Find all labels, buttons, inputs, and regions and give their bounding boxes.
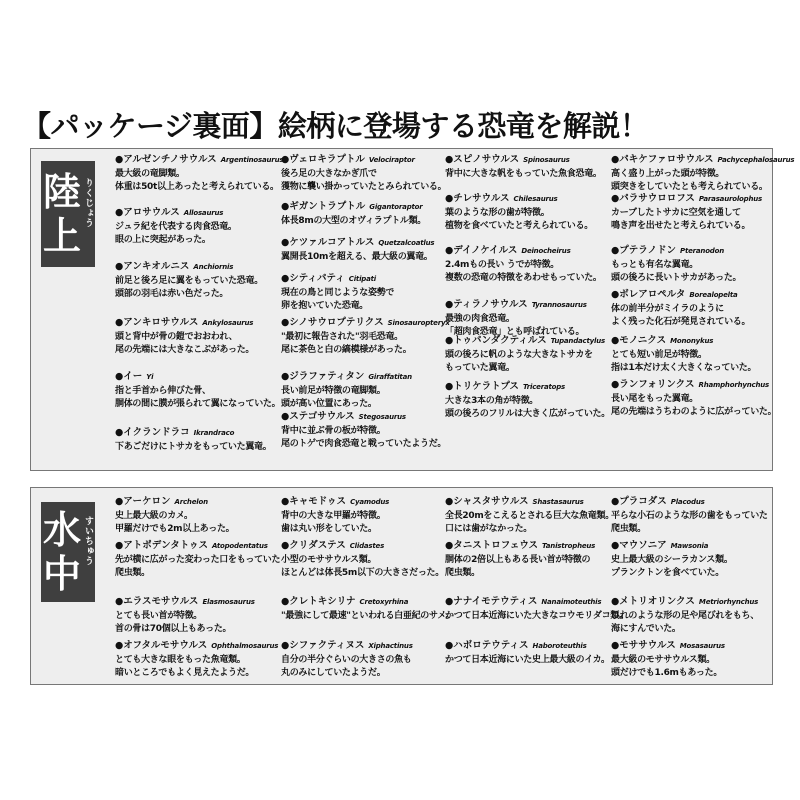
entry-description-line: 長い前足が特徴の竜脚類。 (281, 386, 386, 396)
entry-description-line: 「超肉食恐竜」とも呼ばれている。 (445, 327, 585, 337)
entry-name-latin: Parasaurolophus (698, 195, 762, 203)
entry-name-latin: Mononykus (670, 337, 714, 345)
entry-name-latin: Pachycephalosaurus (717, 156, 795, 164)
entry-name (115, 371, 283, 383)
entry-name-japanese: ●アンキオルニス (115, 261, 190, 272)
entry-description-line: 爬虫類。 (611, 524, 646, 534)
entry-description-line: 尾の先端はうちわのように広がっていた。 (611, 407, 777, 417)
entry-name-japanese: ●シティパティ (281, 273, 345, 284)
entry-name-latin: Triceratops (522, 383, 566, 391)
dinosaur-entry (281, 154, 449, 194)
dinosaur-entry (281, 640, 449, 680)
entry-description-line: 高く盛り上がった頭が特徴。 (611, 169, 725, 179)
water-label-kanji (41, 508, 95, 596)
entry-description-line: 甲羅だけでも2m以上あった。 (115, 524, 235, 534)
entry-name (115, 640, 283, 652)
dinosaur-entry (445, 245, 613, 285)
entry-name (611, 335, 779, 347)
entry-name-japanese: ●プラコダス (611, 496, 667, 507)
entry-name-latin: Shastasaurus (532, 498, 584, 506)
entry-description (281, 251, 449, 264)
entry-name (611, 154, 795, 166)
entry-name-japanese: ●アーケロン (115, 496, 171, 507)
page-title: 【パッケージ裏面】絵柄に登場する恐竜を解説！ (22, 109, 649, 143)
dinosaur-entry (115, 596, 283, 636)
entry-description-line: とても長い首が特徴。 (115, 611, 203, 621)
entry-name (281, 640, 449, 652)
entry-description (281, 331, 449, 357)
entry-name-japanese: ●クレトキシリナ (281, 596, 356, 607)
entry-description (115, 510, 283, 536)
entry-description (611, 303, 779, 329)
entry-name (115, 427, 283, 439)
entry-name-japanese: ●ナナイモテウティス (445, 596, 538, 607)
dinosaur-entry (445, 381, 613, 421)
entry-name-japanese: ●チレサウルス (445, 193, 510, 204)
dinosaur-entry (611, 193, 779, 233)
entry-description-line: 丸のみにしていたようだ。 (281, 668, 386, 678)
entry-description (115, 168, 283, 194)
entry-description (281, 554, 449, 580)
entry-description-line: 尾の先端には大きなこぶがあった。 (115, 345, 255, 355)
entry-description (611, 207, 779, 233)
entry-description-line: 複数の恐竜の特徴をあわせもっていた。 (445, 273, 602, 283)
water-label-ruby: すいちゅう (83, 516, 93, 566)
entry-name (611, 596, 779, 608)
entry-description-line: 尾のトゲで肉食恐竜と戦っていたようだ。 (281, 439, 447, 449)
entry-description-line: 背中の大きな甲羅が特徴。 (281, 511, 386, 521)
entry-name-japanese: ●イー (115, 371, 143, 382)
entry-description-line: かつて日本近海にいた大きなコウモリダコ類。 (445, 611, 628, 621)
entry-name (445, 299, 613, 311)
dinosaur-entry (445, 496, 613, 536)
entry-description-line: プランクトンを食べていた。 (611, 568, 724, 578)
dinosaur-entry (611, 496, 779, 536)
dinosaur-entry (281, 317, 449, 357)
entry-description-line: 葉のような形の歯が特徴。 (445, 208, 550, 218)
dinosaur-entry (611, 335, 779, 375)
entry-description-line: 眼の上に突起があった。 (115, 235, 211, 245)
entry-description-line: ジュラ紀を代表する肉食恐竜。 (115, 222, 237, 232)
dinosaur-entry (445, 299, 613, 339)
entry-name-latin: Ophthalmosaurus (211, 642, 279, 650)
entry-name-latin: Cyamodus (350, 498, 390, 506)
entry-description (281, 385, 449, 411)
entry-description-line: "最初に報告された"羽毛恐竜。 (281, 332, 403, 342)
entry-name (611, 379, 779, 391)
entry-name (115, 317, 283, 329)
entry-name (611, 289, 779, 301)
dinosaur-entry (445, 154, 613, 181)
entry-description-line: 胴体の間に膜が張られて翼になっていた。 (115, 399, 281, 409)
entry-description-line: 頭と背中が骨の鎧でおおわれ、 (115, 332, 238, 342)
dinosaur-entry (281, 273, 449, 313)
entry-name-japanese: ●ステゴサウルス (281, 411, 355, 422)
entry-name-japanese: ●シノサウロプテリクス (281, 317, 384, 328)
entry-description-line: 史上最大級のシーラカンス類。 (611, 555, 733, 565)
entry-name-japanese: ●シャスタサウルス (445, 496, 529, 507)
entry-description (445, 259, 613, 285)
entry-name (281, 154, 449, 166)
entry-description (281, 287, 449, 313)
entry-description-line: 口には歯がなかった。 (445, 524, 533, 534)
entry-description-line: 頭が高い位置にあった。 (281, 399, 377, 409)
entry-name (611, 496, 779, 508)
entry-name-latin: Velociraptor (368, 156, 415, 164)
entry-name (115, 540, 283, 552)
dinosaur-entry (115, 540, 283, 580)
entry-description-line: 現在の鳥と同じような姿勢で (281, 288, 395, 298)
entry-name-latin: Tanistropheus (542, 542, 596, 550)
entry-name (115, 261, 283, 273)
entry-description-line: ほとんどは体長5m以下の大きさだった。 (281, 568, 444, 578)
entry-description (445, 610, 628, 623)
entry-description (281, 215, 449, 228)
entry-description (611, 393, 779, 419)
entry-description-line: 海にすんでいた。 (611, 624, 681, 634)
entry-description-line: 頭の後ろのフリルは大きく広がっていた。 (445, 409, 610, 419)
entry-name-japanese: ●シファクティヌス (281, 640, 365, 651)
entry-description-line: とても短い前足が特徴。 (611, 350, 707, 360)
entry-name-japanese: ●モササウルス (611, 640, 676, 651)
entry-description-line: もっていた翼竜。 (445, 363, 515, 373)
entry-description (115, 654, 283, 680)
entry-description (611, 259, 779, 285)
entry-description-line: 指と手首から伸びた骨、 (115, 386, 211, 396)
entry-description-line: 爬虫類。 (445, 568, 480, 578)
entry-name-japanese: ●ティラノサウルス (445, 299, 528, 310)
land-label-text: 陸上 (43, 170, 82, 258)
entry-name-japanese: ●デイノケイルス (445, 245, 518, 256)
entry-description (281, 168, 449, 194)
entry-description-line: 翼開長10mを超える、最大級の翼竜。 (281, 252, 433, 262)
entry-description-line: 自分の半分ぐらいの大きさの魚も (281, 655, 412, 665)
entry-description-line: 下あごだけにトサカをもっていた翼竜。 (115, 442, 272, 452)
entry-name-latin: Deinocheirus (521, 247, 571, 255)
entry-description (611, 349, 779, 375)
entry-name-latin: Tyrannosaurus (531, 301, 587, 309)
entry-name-japanese: ●ケツァルコアトルス (281, 237, 375, 248)
entry-name-japanese: ●ランフォリンクス (611, 379, 695, 390)
entry-name-latin: Clidastes (349, 542, 385, 550)
entry-name-japanese: ●パキケファロサウルス (611, 154, 714, 165)
entry-name-latin: Borealopelta (689, 291, 738, 299)
entry-description (611, 168, 779, 194)
dinosaur-entry (281, 371, 449, 411)
entry-description-line: 後ろ足の大きなかぎ爪で (281, 169, 377, 179)
entry-name (281, 371, 449, 383)
entry-name-latin: Mosasaurus (679, 642, 725, 650)
dinosaur-entry (445, 335, 613, 375)
entry-description (115, 441, 283, 454)
entry-name-latin: Archelon (174, 498, 208, 506)
entry-description (281, 510, 449, 536)
entry-name-latin: Tupandactylus (550, 337, 605, 345)
entry-description-line: とても大きな眼をもった魚竜類。 (115, 655, 246, 665)
dinosaur-entry (281, 237, 449, 264)
entry-name (281, 201, 449, 213)
entry-name-latin: Citipati (348, 275, 376, 283)
entry-description-line: 2.4mもの長い うでが特徴。 (445, 260, 559, 270)
entry-name-latin: Rhamphorhynchus (698, 381, 769, 389)
entry-name (281, 317, 449, 329)
dinosaur-entry (115, 427, 283, 454)
entry-description-line: 胴体の2倍以上もある長い首が特徴の (445, 555, 591, 565)
entry-description (115, 554, 283, 580)
entry-description-line: よく残った化石が発見されている。 (611, 317, 751, 327)
entry-name (445, 335, 613, 347)
entry-name (281, 273, 449, 285)
entry-description (115, 610, 283, 636)
dinosaur-entry (445, 640, 613, 667)
entry-name-latin: Allosaurus (183, 209, 224, 217)
entry-name-japanese: ●エラスモサウルス (115, 596, 199, 607)
entry-description (445, 654, 613, 667)
entry-name-latin: Argentinosaurus (220, 156, 284, 164)
entry-name (115, 207, 283, 219)
entry-name-japanese: ●アロサウルス (115, 207, 180, 218)
entry-name-japanese: ●トゥパンダクティルス (445, 335, 547, 346)
entry-description-line: 背中に並ぶ骨の板が特徴。 (281, 426, 386, 436)
entry-description-line: 頭部の羽毛は赤い色だった。 (115, 289, 229, 299)
dinosaur-entry (611, 289, 779, 329)
land-section (30, 148, 795, 471)
entry-name-latin: Xiphactinus (368, 642, 413, 650)
land-section-label (41, 161, 95, 267)
entry-name-latin: Pteranodon (680, 247, 725, 255)
entry-description-line: 大きな3本の角が特徴。 (445, 396, 538, 406)
entry-name (281, 411, 449, 423)
dinosaur-entry (281, 596, 455, 623)
entry-description-line: かつて日本近海にいた史上最大級のイカ。 (445, 655, 610, 665)
entry-description (611, 654, 779, 680)
entry-description (445, 168, 613, 181)
entry-description (611, 610, 779, 636)
entry-name (611, 540, 779, 552)
entry-description-line: もっとも有名な翼竜。 (611, 260, 699, 270)
entry-name-japanese: ●トリケラトプス (445, 381, 519, 392)
entry-description-line: 史上最大級のカメ。 (115, 511, 193, 521)
entry-description (445, 395, 613, 421)
entry-name (445, 540, 613, 552)
entry-name (115, 496, 283, 508)
entry-name (445, 596, 613, 608)
entry-description-line: 尾に茶色と白の縞模様があった。 (281, 345, 412, 355)
entry-description-line: 暗いところでもよく見えたようだ。 (115, 668, 255, 678)
dinosaur-entry (115, 261, 283, 301)
entry-name-latin: Elasmosaurus (202, 598, 255, 606)
entry-name-japanese: ●イクランドラコ (115, 427, 190, 438)
entry-name-japanese: ●ギガントラプトル (281, 201, 366, 212)
entry-description-line: 頭だけでも1.6mもあった。 (611, 668, 723, 678)
entry-name (115, 154, 283, 166)
entry-name-japanese: ●ボレアロペルタ (611, 289, 686, 300)
entry-name-latin: Giraffatitan (368, 373, 412, 381)
entry-name-japanese: ●ハボロテウティス (445, 640, 529, 651)
entry-name-japanese: ●プテラノドン (611, 245, 677, 256)
entry-description (611, 554, 779, 580)
dinosaur-entry (611, 640, 779, 680)
entry-name-latin: Quetzalcoatlus (378, 239, 435, 247)
entry-name-japanese: ●アトポデンタトゥス (115, 540, 208, 551)
entry-name-latin: Mawsonia (670, 542, 709, 550)
dinosaur-entry (115, 317, 283, 357)
entry-description-line: 平らな小石のような形の歯をもっていた (611, 511, 768, 521)
entry-description-line: 前足と後ろ足に翼をもっていた恐竜。 (115, 276, 263, 286)
entry-name-japanese: ●ジラファティタン (281, 371, 365, 382)
dinosaur-entry (281, 540, 449, 580)
dinosaur-entry (281, 201, 449, 228)
entry-description (445, 349, 613, 375)
entry-description-line: 指は1本だけ太く大きくなっていた。 (611, 363, 757, 373)
dinosaur-entry (281, 411, 449, 451)
entry-description (445, 554, 613, 580)
entry-name-latin: Stegosaurus (358, 413, 406, 421)
entry-name-latin: Haboroteuthis (532, 642, 587, 650)
entry-name-japanese: ●アルゼンチノサウルス (115, 154, 217, 165)
entry-description (281, 425, 449, 451)
entry-description-line: 爬虫類。 (115, 568, 150, 578)
dinosaur-entry (611, 596, 779, 636)
entry-name (445, 245, 613, 257)
dinosaur-entry (611, 245, 779, 285)
entry-description-line: 長い尾をもった翼竜。 (611, 394, 699, 404)
entry-name-latin: Placodus (670, 498, 705, 506)
entry-description-line: 頭突きをしていたとも考えられている。 (611, 182, 768, 192)
entry-name-japanese: ●パラサウロロフス (611, 193, 695, 204)
entry-name-japanese: ●クリダステス (281, 540, 346, 551)
entry-name (445, 640, 613, 652)
entry-description-line: 頭の後ろに長いトサカがあった。 (611, 273, 742, 283)
entry-description (115, 331, 283, 357)
entry-description (281, 654, 449, 680)
entry-name-japanese: ●キャモドゥス (281, 496, 347, 507)
entry-name-latin: Spinosaurus (523, 156, 570, 164)
entry-description-line: 歯は丸い形をしていた。 (281, 524, 377, 534)
entry-description-line: 最大級のモササウルス類。 (611, 655, 715, 665)
entry-name-latin: Ankylosaurus (202, 319, 254, 327)
entry-name (281, 596, 449, 608)
land-label-kanji (41, 170, 95, 258)
entry-description-line: 鳴き声を出せたと考えられている。 (611, 221, 751, 231)
entry-description (445, 510, 613, 536)
entry-description-line: 獲物に襲い掛かっていたとみられている。 (281, 182, 447, 192)
entry-description (115, 385, 283, 411)
dinosaur-entry (445, 596, 628, 623)
entry-description-line: 小型のモササウルス類。 (281, 555, 377, 565)
entry-description-line: 体の前半分がミイラのように (611, 304, 724, 314)
water-section-label (41, 502, 95, 602)
entry-description-line: ひれのような形の足や尾びれをもち、 (611, 611, 759, 621)
entry-description (611, 510, 779, 536)
entry-name (281, 540, 449, 552)
entry-name (611, 245, 779, 257)
entry-name (281, 496, 449, 508)
dinosaur-entry (611, 540, 779, 580)
entry-name-latin: Gigantoraptor (369, 203, 423, 211)
entry-name-latin: Nanaimoteuthis (541, 598, 602, 606)
water-label-text: 水中 (43, 508, 82, 596)
entry-description (281, 610, 455, 623)
dinosaur-entry (115, 496, 283, 536)
entry-description-line: カーブしたトサカに空気を通して (611, 208, 741, 218)
entry-description-line: 植物を食べていたと考えられている。 (445, 221, 593, 231)
dinosaur-entry (281, 496, 449, 536)
entry-description-line: 背中に大きな帆をもっていた魚食恐竜。 (445, 169, 602, 179)
entry-name-latin: Atopodentatus (211, 542, 268, 550)
dinosaur-entry (611, 379, 779, 419)
entry-name (611, 193, 779, 205)
entry-description-line: 先が横に広がった変わった口をもっていた (115, 555, 281, 565)
entry-name-japanese: ●メトリオリンクス (611, 596, 695, 607)
entry-name-latin: Ikrandraco (193, 429, 235, 437)
entry-name (281, 237, 449, 249)
entry-name-latin: Cretoxyrhina (359, 598, 409, 606)
entry-description-line: 体重は50t以上あったと考えられている。 (115, 182, 279, 192)
entry-name-japanese: ●タニストロフェウス (445, 540, 539, 551)
entry-name-japanese: ●ヴェロキラプトル (281, 154, 365, 165)
entry-name-japanese: ●スピノサウルス (445, 154, 520, 165)
dinosaur-entry (445, 540, 613, 580)
land-label-ruby: りくじょう (83, 178, 93, 228)
entry-description-line: 卵を抱いていた恐竜。 (281, 301, 369, 311)
entry-name-latin: Yi (146, 373, 154, 381)
entry-name (445, 193, 613, 205)
dinosaur-entry (115, 371, 283, 411)
entry-name-japanese: ●マウソニア (611, 540, 667, 551)
dinosaur-entry (115, 207, 283, 247)
entry-name-japanese: ●オフタルモサウルス (115, 640, 208, 651)
entry-description (115, 275, 283, 301)
entry-name-japanese: ●アンキロサウルス (115, 317, 199, 328)
entry-description-line: 最大級の竜脚類。 (115, 169, 185, 179)
entry-name-latin: Anchiornis (193, 263, 234, 271)
entry-name (611, 640, 779, 652)
dinosaur-entry (445, 193, 613, 233)
entry-description-line: 全長20mをこえるとされる巨大な魚竜類。 (445, 511, 614, 521)
entry-description-line: "最強にして最速"といわれる白亜紀のサメ。 (281, 611, 455, 621)
entry-description-line: 首の骨は70個以上もあった。 (115, 624, 232, 634)
dinosaur-entry (115, 640, 283, 680)
dinosaur-entry (115, 154, 283, 194)
entry-name-japanese: ●モノニクス (611, 335, 667, 346)
water-section (30, 487, 773, 685)
entry-name-latin: Metriorhynchus (698, 598, 759, 606)
entry-description-line: 頭の後ろに帆のような大きなトサカを (445, 350, 593, 360)
entry-name (445, 381, 613, 393)
entry-name-latin: Chilesaurus (513, 195, 558, 203)
entry-description-line: 体長8mの大型のオヴィラプトル類。 (281, 216, 427, 226)
entry-name-latin: Sinosauropteryx (387, 319, 450, 327)
entry-name (445, 496, 613, 508)
dinosaur-entry (611, 154, 795, 194)
entry-description-line: 最強の肉食恐竜。 (445, 314, 515, 324)
entry-name (115, 596, 283, 608)
entry-description (115, 221, 283, 247)
entry-name (445, 154, 613, 166)
entry-description (445, 207, 613, 233)
